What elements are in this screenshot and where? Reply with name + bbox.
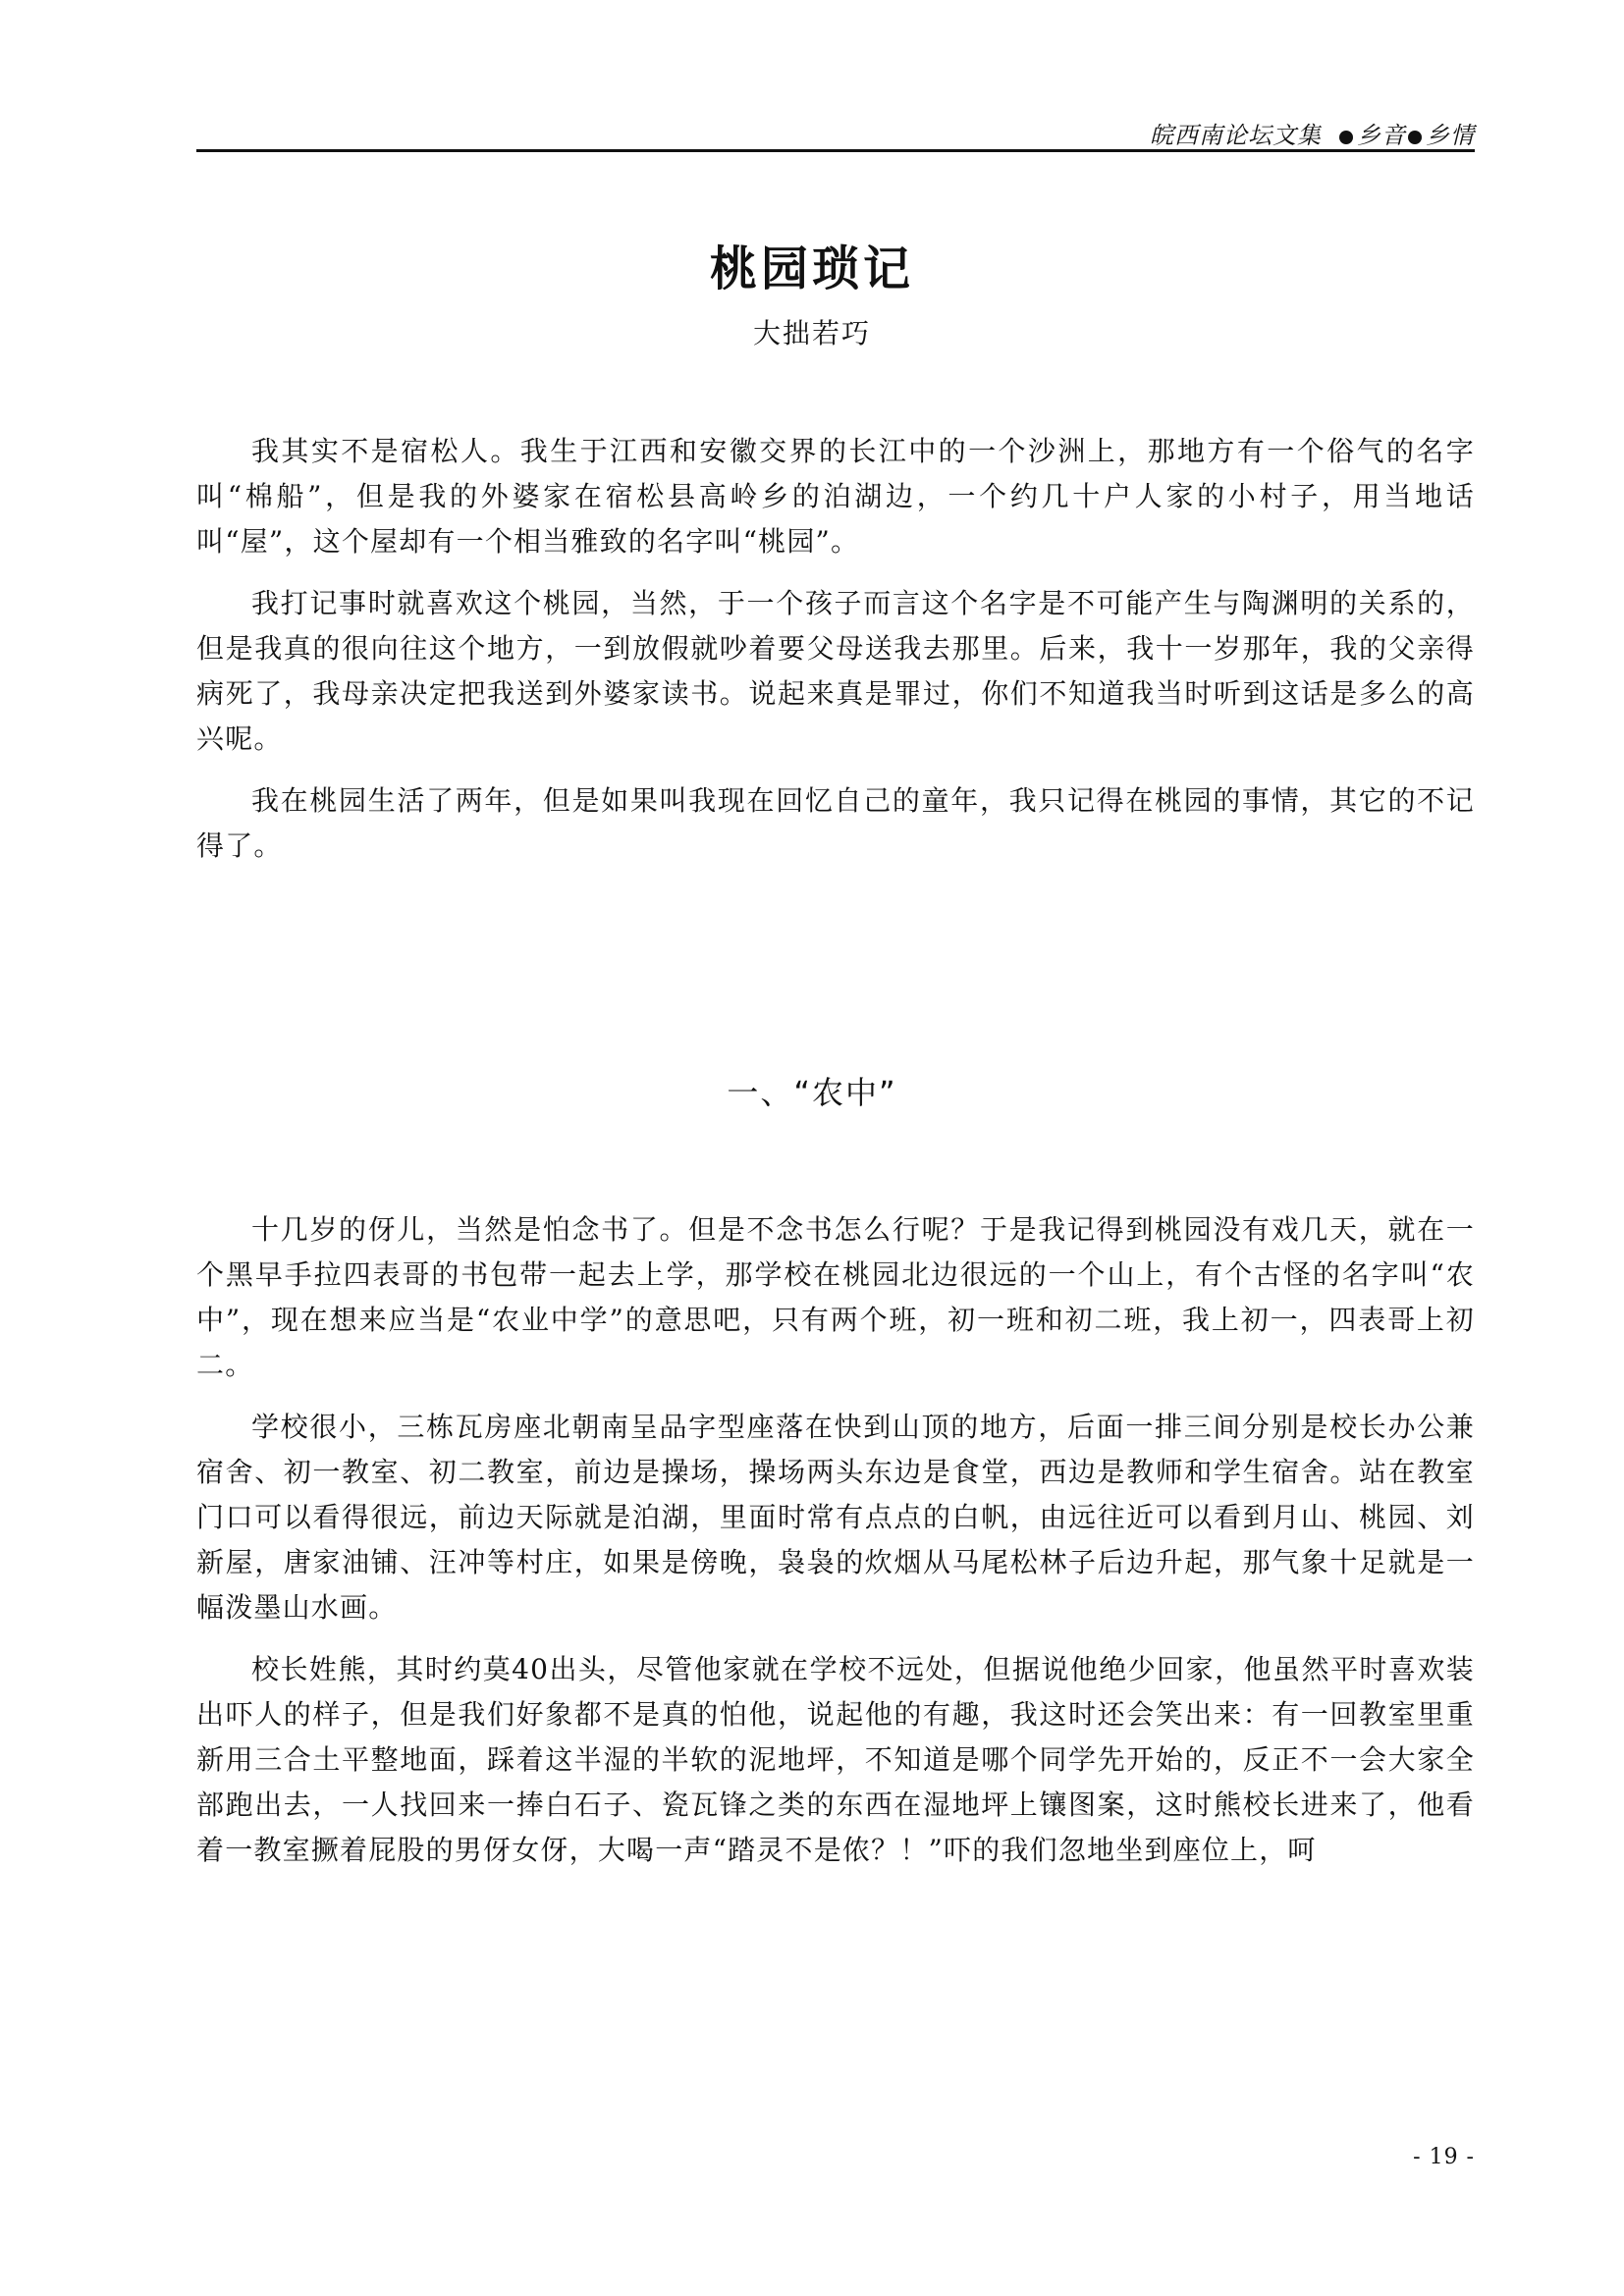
- paragraph: 我其实不是宿松人。我生于江西和安徽交界的长江中的一个沙洲上，那地方有一个俗气的名字叫“棉船”，但是我的外婆家在宿松县高岭乡的泊湖边，一个约几十户人家的小村子，用当地话叫“屋”，这个屋却有一个相当雅致的名字叫“桃园”。: [196, 435, 1475, 558]
- paragraph: 我打记事时就喜欢这个桃园，当然，于一个孩子而言这个名字是不可能产生与陶渊明的关系的，但是我真的很向往这个地方，一到放假就吵着要父母送我去那里。后来，我十一岁那年，我的父亲得病死了，我母亲决定把我送到外婆家读书。说起来真是罪过，你们不知道我当时听到这话是多么的高兴呢。: [196, 587, 1475, 755]
- section-heading: 一、“农中”: [727, 1074, 897, 1111]
- intro-body: [196, 429, 1475, 885]
- paragraph: 十几岁的伢儿，当然是怕念书了。但是不念书怎么行呢？于是我记得到桃园没有戏几天，就在一个黑早手拉四表哥的书包带一起去上学，那学校在桃园北边很远的一个山上，有个古怪的名字叫“农中”，现在想来应当是“农业中学”的意思吧，只有两个班，初一班和初二班，我上初一，四表哥上初二。: [196, 1213, 1475, 1381]
- running-header: [196, 110, 1475, 152]
- page-number: - 19 -: [1413, 2145, 1475, 2169]
- paragraph: 我在桃园生活了两年，但是如果叫我现在回忆自己的童年，我只记得在桃园的事情，其它的不记得了。: [196, 784, 1475, 862]
- section-body: [196, 1207, 1475, 1890]
- paragraph: 校长姓熊，其时约莫40出头，尽管他家就在学校不远处，但据说他绝少回家，他虽然平时喜欢装出吓人的样子，但是我们好象都不是真的怕他，说起他的有趣，我这时还会笑出来：有一回教室里重新用三合土平整地面，踩着这半湿的半软的泥地坪，不知道是哪个同学先开始的，反正不一会大家全部跑出去，一人找回来一捧白石子、瓷瓦锋之类的东西在湿地坪上镶图案，这时熊校长进来了，他看着一教室撅着屁股的男伢女伢，大喝一声“踏灵不是侬？！”吓的我们忽地坐到座位上，呵: [196, 1653, 1475, 1866]
- article-title: 桃园琐记: [709, 241, 914, 296]
- bullet-icon: [1339, 131, 1353, 144]
- header-section-a: 乡音: [1357, 122, 1406, 149]
- bullet-icon: [1408, 131, 1422, 144]
- article-author: 大拙若巧: [752, 317, 871, 349]
- header-section-b: 乡情: [1426, 122, 1475, 149]
- paragraph: 学校很小，三栋瓦房座北朝南呈品字型座落在快到山顶的地方，后面一排三间分别是校长办公兼宿舍、初一教室、初二教室，前边是操场，操场两头东边是食堂，西边是教师和学生宿舍。站在教室门口可以看得很远，前边天际就是泊湖，里面时常有点点的白帆，由远往近可以看到月山、桃园、刘新屋，唐家油铺、汪冲等村庄，如果是傍晚，袅袅的炊烟从马尾松林子后边升起，那气象十足就是一幅泼墨山水画。: [196, 1411, 1475, 1624]
- header-text: [1150, 116, 1475, 150]
- header-collection-title: 皖西南论坛文集: [1150, 122, 1322, 149]
